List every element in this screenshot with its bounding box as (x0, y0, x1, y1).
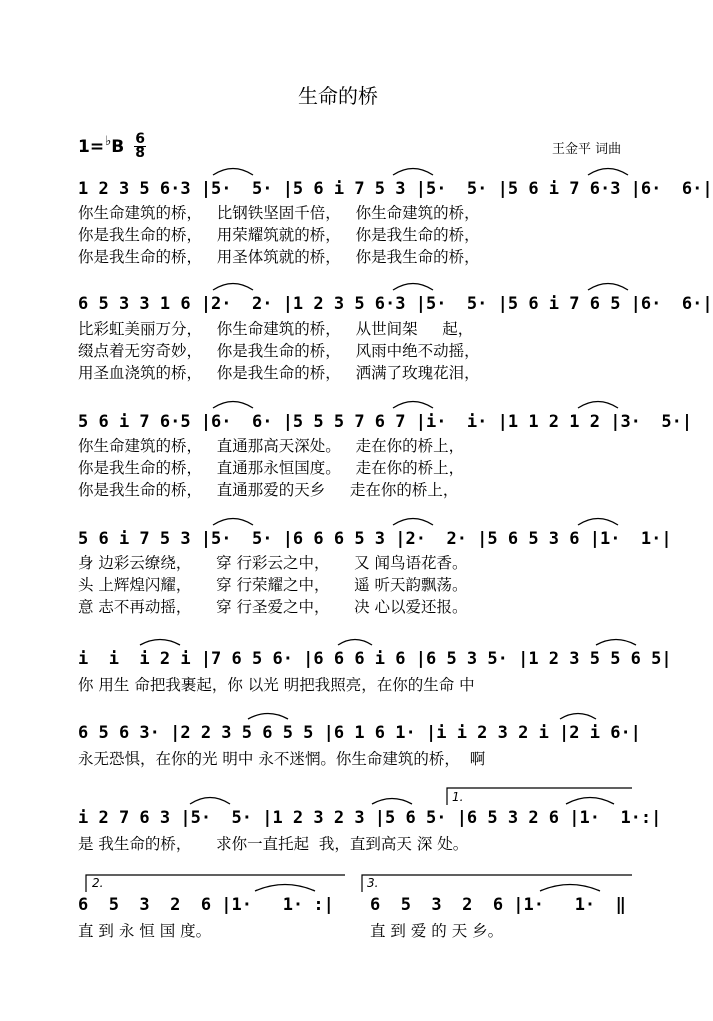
tie-arc (566, 798, 614, 805)
lyric-line: 比彩虹美丽万分， 你生命建筑的桥， 从世间架 起， (78, 320, 474, 338)
volta-label: 3. (367, 876, 379, 890)
lyric-line: 你是我生命的桥， 直通那永恒国度。 走在你的桥上， (78, 459, 465, 477)
slur-arc (560, 714, 596, 720)
lyric-line: 头 上辉煌闪耀， 穿 行荣耀之中， 遥 听天韵飘荡。 (78, 576, 468, 594)
meter-top: 6 (135, 131, 145, 147)
volta-label: 2. (92, 876, 104, 890)
slur-arc (248, 714, 288, 720)
volta-bracket (86, 875, 345, 892)
tie-arc (213, 519, 253, 526)
lyric-line: 你是我生命的桥， 用圣体筑就的桥， 你是我生命的桥， (78, 248, 480, 266)
slur-arc (596, 640, 636, 646)
tie-arc (393, 169, 433, 176)
volta-label: 1. (452, 790, 464, 804)
key-prefix: 1= (78, 136, 105, 157)
tie-arc (213, 402, 253, 409)
tie-arc (393, 402, 433, 409)
tie-arc (213, 169, 253, 176)
tie-arc (393, 519, 433, 526)
lyric-line: 你 用生 命把我裹起，你 以光 明把我照亮，在你的生命 中 (78, 676, 475, 694)
key-flat: ♭ (105, 134, 112, 149)
slur-arc (338, 640, 372, 646)
notation-line: 1 2 3 5 6·3 |5· 5· |5 6 i 7 5 3 |5· 5· |5 6 i 7 6·3 |6· 6·| (78, 179, 713, 199)
lyric-line: 意 志不再动摇， 穿 行圣爱之中， 决 心以爱还报。 (78, 598, 468, 616)
lyric-line: 你是我生命的桥， 用荣耀筑就的桥， 你是我生命的桥， (78, 226, 480, 244)
slur-arc (140, 640, 180, 646)
meter-bottom: 8 (135, 145, 145, 161)
lyric-line: 直 到 爱 的 天 乡。 (370, 922, 504, 940)
slur-arc (372, 799, 412, 805)
lyric-line: 缀点着无穷奇妙， 你是我生命的桥， 风雨中绝不动摇， (78, 342, 480, 360)
tie-arc (190, 798, 230, 805)
lyric-line: 你生命建筑的桥， 直通那高天深处。 走在你的桥上， (78, 437, 465, 455)
lyric-line: 永无恐惧，在你的光 明中 永不迷惘。你生命建筑的桥， 啊 (78, 750, 486, 768)
tie-arc (578, 402, 618, 409)
tie-arc (255, 885, 315, 892)
lyric-line: 你生命建筑的桥， 比钢铁坚固千倍， 你生命建筑的桥， (78, 204, 480, 222)
key-note: B (111, 136, 125, 157)
lyric-line: 身 边彩云缭绕， 穿 行彩云之中， 又 闻鸟语花香。 (78, 554, 468, 572)
notation-line: 6 5 3 2 6 |1· 1· ‖ (370, 895, 626, 915)
notation-line: 5 6 i 7 6·5 |6· 6· |5 5 5 7 6 7 |i· i· |1 1 2 1 2 |3· 5·| (78, 412, 693, 432)
lyric-line: 直 到 永 恒 国 度。 (78, 922, 212, 940)
notation-line: i 2 7 6 3 |5· 5· |1 2 3 2 3 |5 6 5· |6 5 3 2 6 |1· 1·:| (78, 808, 662, 828)
volta-bracket (362, 875, 632, 892)
notation-line: 6 5 3 3 1 6 |2· 2· |1 2 3 5 6·3 |5· 5· |5 6 i 7 6 5 |6· 6·| (78, 294, 713, 314)
notation-line: 6 5 6 3· |2 2 3 5 6 5 5 |6 1 6 1· |i i 2 3 2 i |2 i 6·| (78, 723, 641, 743)
tie-arc (588, 284, 628, 291)
tie-arc (393, 284, 433, 291)
tie-arc (213, 284, 253, 291)
tie-arc (540, 885, 600, 892)
notation-line: i i i 2 i |7 6 5 6· |6 6 6 i 6 |6 5 3 5· |1 2 3 5 5 6 5| (78, 649, 672, 669)
lyric-line: 你是我生命的桥， 直通那爱的天乡 走在你的桥上， (78, 481, 459, 499)
tie-arc (578, 519, 618, 526)
tie-arc (588, 169, 628, 176)
lyric-line: 用圣血浇筑的桥， 你是我生命的桥， 洒满了玫瑰花泪， (78, 364, 480, 382)
notation-line: 6 5 3 2 6 |1· 1· :| (78, 895, 334, 915)
page-title: 生命的桥 (298, 84, 378, 108)
volta-bracket (447, 788, 632, 805)
notation-line: 5 6 i 7 5 3 |5· 5· |6 6 6 5 3 |2· 2· |5 6 5 3 6 |1· 1·| (78, 529, 672, 549)
credit-line: 王金平 词曲 (552, 142, 622, 157)
lyric-line: 是 我生命的桥， 求你一直托起 我，直到高天 深 处。 (78, 835, 469, 853)
